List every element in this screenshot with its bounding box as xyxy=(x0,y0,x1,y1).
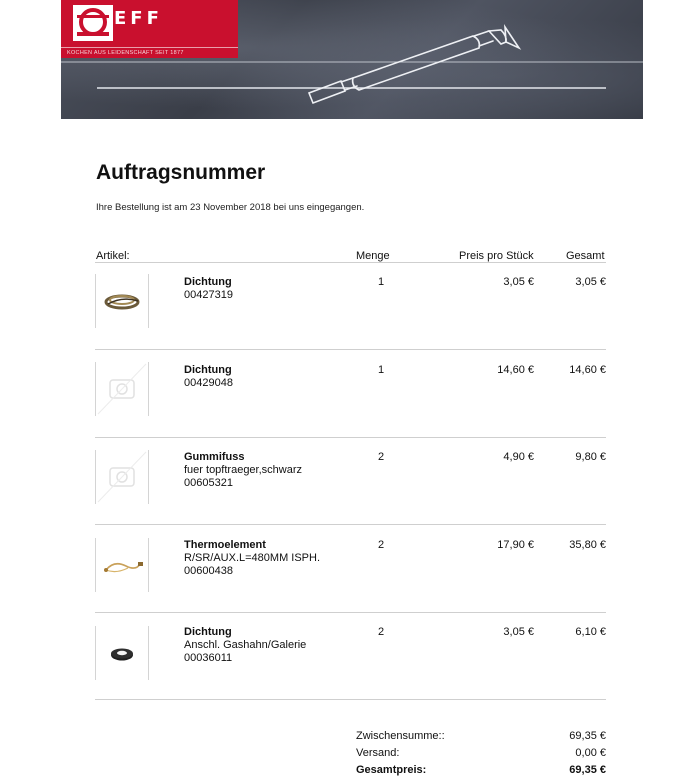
header-banner xyxy=(61,0,643,119)
product-code: 00036011 xyxy=(184,652,233,664)
product-name[interactable]: Dichtung xyxy=(184,364,232,376)
quantity: 2 xyxy=(378,626,385,638)
product-image[interactable] xyxy=(95,274,149,328)
product-code: 00429048 xyxy=(184,377,233,389)
row-total: 35,80 € xyxy=(569,539,606,551)
unit-price: 3,05 € xyxy=(503,276,534,288)
thermocouple-icon xyxy=(96,538,148,592)
no-image-placeholder-icon xyxy=(96,362,148,416)
unit-price: 17,90 € xyxy=(497,539,534,551)
brand-name: EFF xyxy=(114,8,163,29)
quantity: 2 xyxy=(378,539,385,551)
grand-total-label: Gesamtpreis: xyxy=(356,764,427,776)
row-total: 3,05 € xyxy=(575,276,606,288)
column-header-unit-price: Preis pro Stück xyxy=(459,250,534,262)
subtotal-label: Zwischensumme:: xyxy=(356,730,445,742)
row-total: 14,60 € xyxy=(569,364,606,376)
product-image[interactable] xyxy=(95,450,149,504)
product-description: R/SR/AUX.L=480MM ISPH. xyxy=(184,552,321,564)
product-code: 00427319 xyxy=(184,289,233,301)
product-description: fuer topftraeger,schwarz xyxy=(184,464,303,476)
brand-tagline: KOCHEN AUS LEIDENSCHAFT SEIT 1877 xyxy=(61,47,238,58)
quantity: 1 xyxy=(378,276,385,288)
row-divider xyxy=(95,699,606,700)
column-header-article: Artikel: xyxy=(96,250,130,262)
black-ring-icon xyxy=(96,626,148,680)
row-divider xyxy=(95,437,606,438)
column-header-total: Gesamt xyxy=(566,250,605,262)
product-code: 00600438 xyxy=(184,565,233,577)
shipping-label: Versand: xyxy=(356,747,400,759)
unit-price: 14,60 € xyxy=(497,364,534,376)
quantity: 1 xyxy=(378,364,385,376)
subtotal-value: 69,35 € xyxy=(569,730,606,742)
quantity: 2 xyxy=(378,451,385,463)
brand-mark-icon xyxy=(73,5,113,41)
row-total: 9,80 € xyxy=(575,451,606,463)
column-header-quantity: Menge xyxy=(356,250,390,262)
product-name[interactable]: Thermoelement xyxy=(184,539,266,551)
product-image[interactable] xyxy=(95,626,149,680)
unit-price: 4,90 € xyxy=(503,451,534,463)
product-name[interactable]: Gummifuss xyxy=(184,451,245,463)
product-name[interactable]: Dichtung xyxy=(184,626,232,638)
row-total: 6,10 € xyxy=(575,626,606,638)
unit-price: 3,05 € xyxy=(503,626,534,638)
no-image-placeholder-icon xyxy=(96,450,148,504)
order-confirmation-text: Ihre Bestellung ist am 23 November 2018 bei uns eingegangen. xyxy=(96,202,365,213)
product-code: 00605321 xyxy=(184,477,233,489)
product-image[interactable] xyxy=(95,362,149,416)
page-title: Auftragsnummer xyxy=(96,161,266,184)
product-description: Anschl. Gashahn/Galerie xyxy=(184,639,307,651)
shipping-value: 0,00 € xyxy=(575,747,606,759)
row-divider xyxy=(95,524,606,525)
row-divider xyxy=(95,612,606,613)
row-divider xyxy=(95,349,606,350)
gasket-ring-icon xyxy=(96,274,148,328)
grand-total-value: 69,35 € xyxy=(569,764,606,776)
header-divider xyxy=(95,262,606,263)
product-name[interactable]: Dichtung xyxy=(184,276,232,288)
product-image[interactable] xyxy=(95,538,149,592)
brand-logo[interactable] xyxy=(61,0,238,58)
